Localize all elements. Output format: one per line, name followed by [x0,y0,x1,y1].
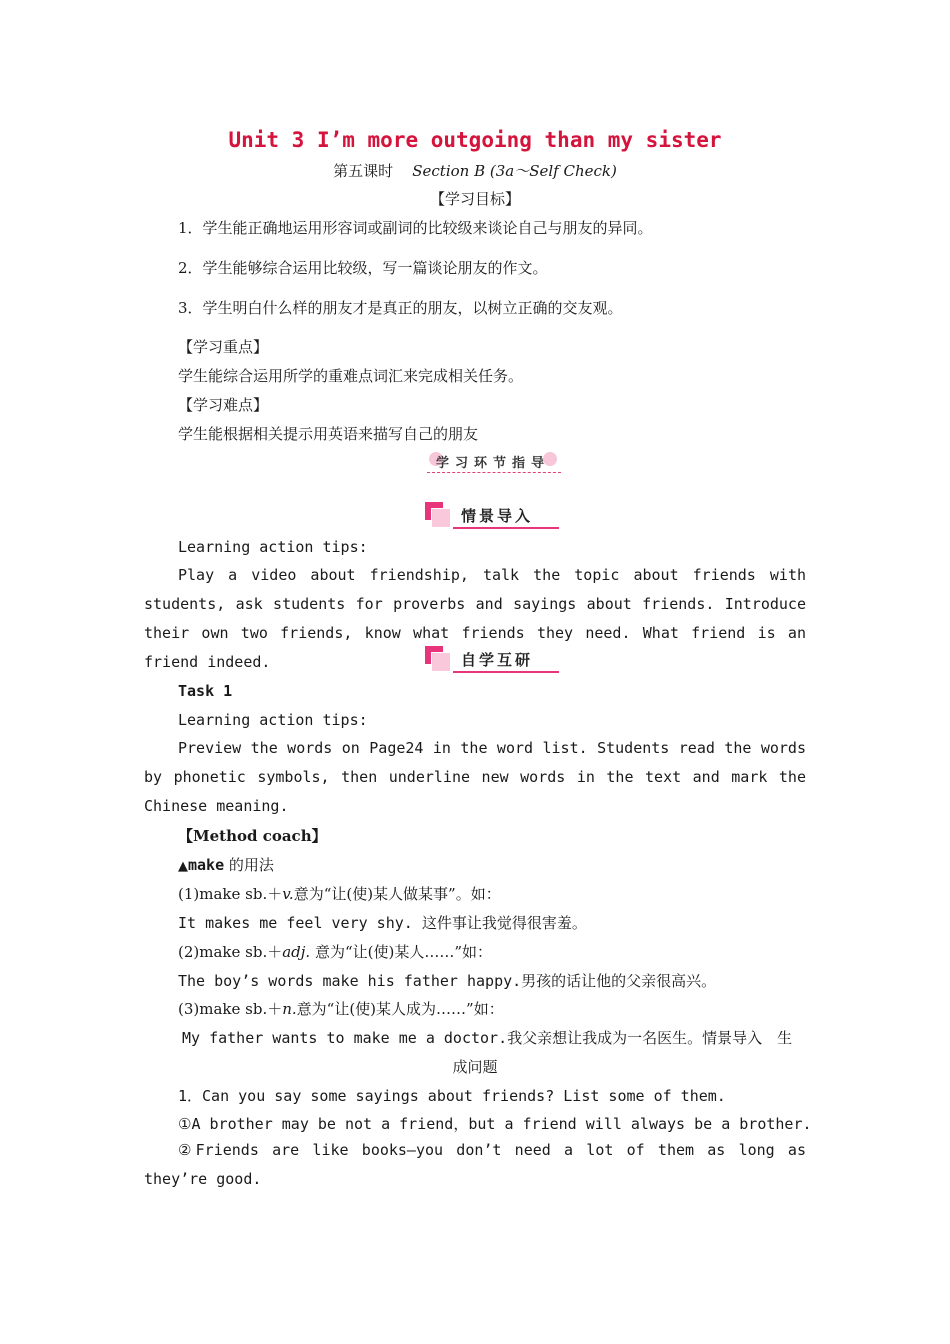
example-3: My father wants to make me a doctor.我父亲想让我成为一名医生。情景导入 生 [182,1029,793,1047]
tips-heading: Learning action tips: [178,711,368,729]
lesson-number: 第五课时 [333,162,394,180]
section-square-icon [431,508,451,528]
usage-3-meaning: 意为“让(使)某人成为……”如： [296,1000,504,1018]
usage-1-meaning: 意为“让(使)某人做某事”。如： [293,885,501,903]
section-header-self-study [425,646,560,674]
unit-title: Unit 3 I’m more outgoing than my sister [228,128,722,152]
lesson-subtitle [0,160,950,181]
intro-paragraph-text: Play a video about friendship, talk the topic about friends with students, ask students for proverbs and sayings about friends. Introduce their own two friends, know what friends they need. What friend is an friend indeed. [144,566,806,671]
guide-banner [423,448,563,476]
usage-2 [178,941,492,962]
usage-1-pos: v. [282,885,294,903]
section-rule [453,671,559,673]
example-3-continued: 成问题 [452,1058,498,1076]
section-header-intro [425,502,560,530]
example-1: It makes me feel very shy. 这件事让我觉得很害羞。 [178,914,587,932]
make-usage-title [178,854,274,875]
difficult-points-text: 学生能根据相关提示用英语来描写自己的朋友 [178,425,479,443]
task-paragraph [144,734,806,821]
answer-2: ②Friends are like books—you don’t need a lot of them as long as they’re good. [144,1141,806,1188]
triangle-icon: ▲ [178,859,188,874]
usage-1-pattern: (1)make sb.＋ [178,885,283,903]
make-title-rest: 的用法 [224,856,274,874]
usage-3 [178,998,504,1019]
objectives-heading: 【学习目标】 [429,190,520,208]
usage-2-pos: adj. [282,943,311,961]
example-2: The boy’s words make his father happy.男孩的话让他的父亲很高兴。 [178,972,717,990]
section-label: 自学互研 [461,651,534,669]
section-rule [453,527,559,529]
task-heading: Task 1 [178,682,233,700]
key-points-heading: 【学习重点】 [178,338,269,356]
task-paragraph-text: Preview the words on Page24 in the word list. Students read the words by phonetic symbols, then underline new words in the text and mark the Chinese meaning. [144,739,806,815]
answer-1: ①A brother may be not a friend，but a friend will always be a brother. [178,1115,812,1133]
objective-item: 1．学生能正确地运用形容词或副词的比较级来谈论自己与朋友的异同。 [178,219,653,237]
banner-divider [427,472,561,473]
make-word: make [188,856,225,874]
section-range: (3a～Self Check) [489,162,617,180]
method-heading: 【Method coach】 [178,827,327,845]
section-square-icon [431,652,451,672]
guide-banner-label: 学习环节指导 [435,456,550,471]
usage-2-meaning: 意为“让(使)某人……”如： [310,943,492,961]
section-name: Section B [412,162,486,180]
usage-1 [178,883,501,904]
objective-item: 3．学生明白什么样的朋友才是真正的朋友，以树立正确的交友观。 [178,299,623,317]
usage-2-pattern: (2)make sb.＋ [178,943,283,961]
key-points-text: 学生能综合运用所学的重难点词汇来完成相关任务。 [178,367,524,385]
difficult-points-heading: 【学习难点】 [178,396,269,414]
question-1: 1．Can you say some sayings about friends? List some of them. [178,1087,726,1105]
tips-heading: Learning action tips: [178,538,368,556]
usage-3-pattern: (3)make sb.＋ [178,1000,283,1018]
usage-3-pos: n. [282,1000,297,1018]
objective-item: 2．学生能够综合运用比较级，写一篇谈论朋友的作文。 [178,259,548,277]
section-label: 情景导入 [461,507,534,525]
